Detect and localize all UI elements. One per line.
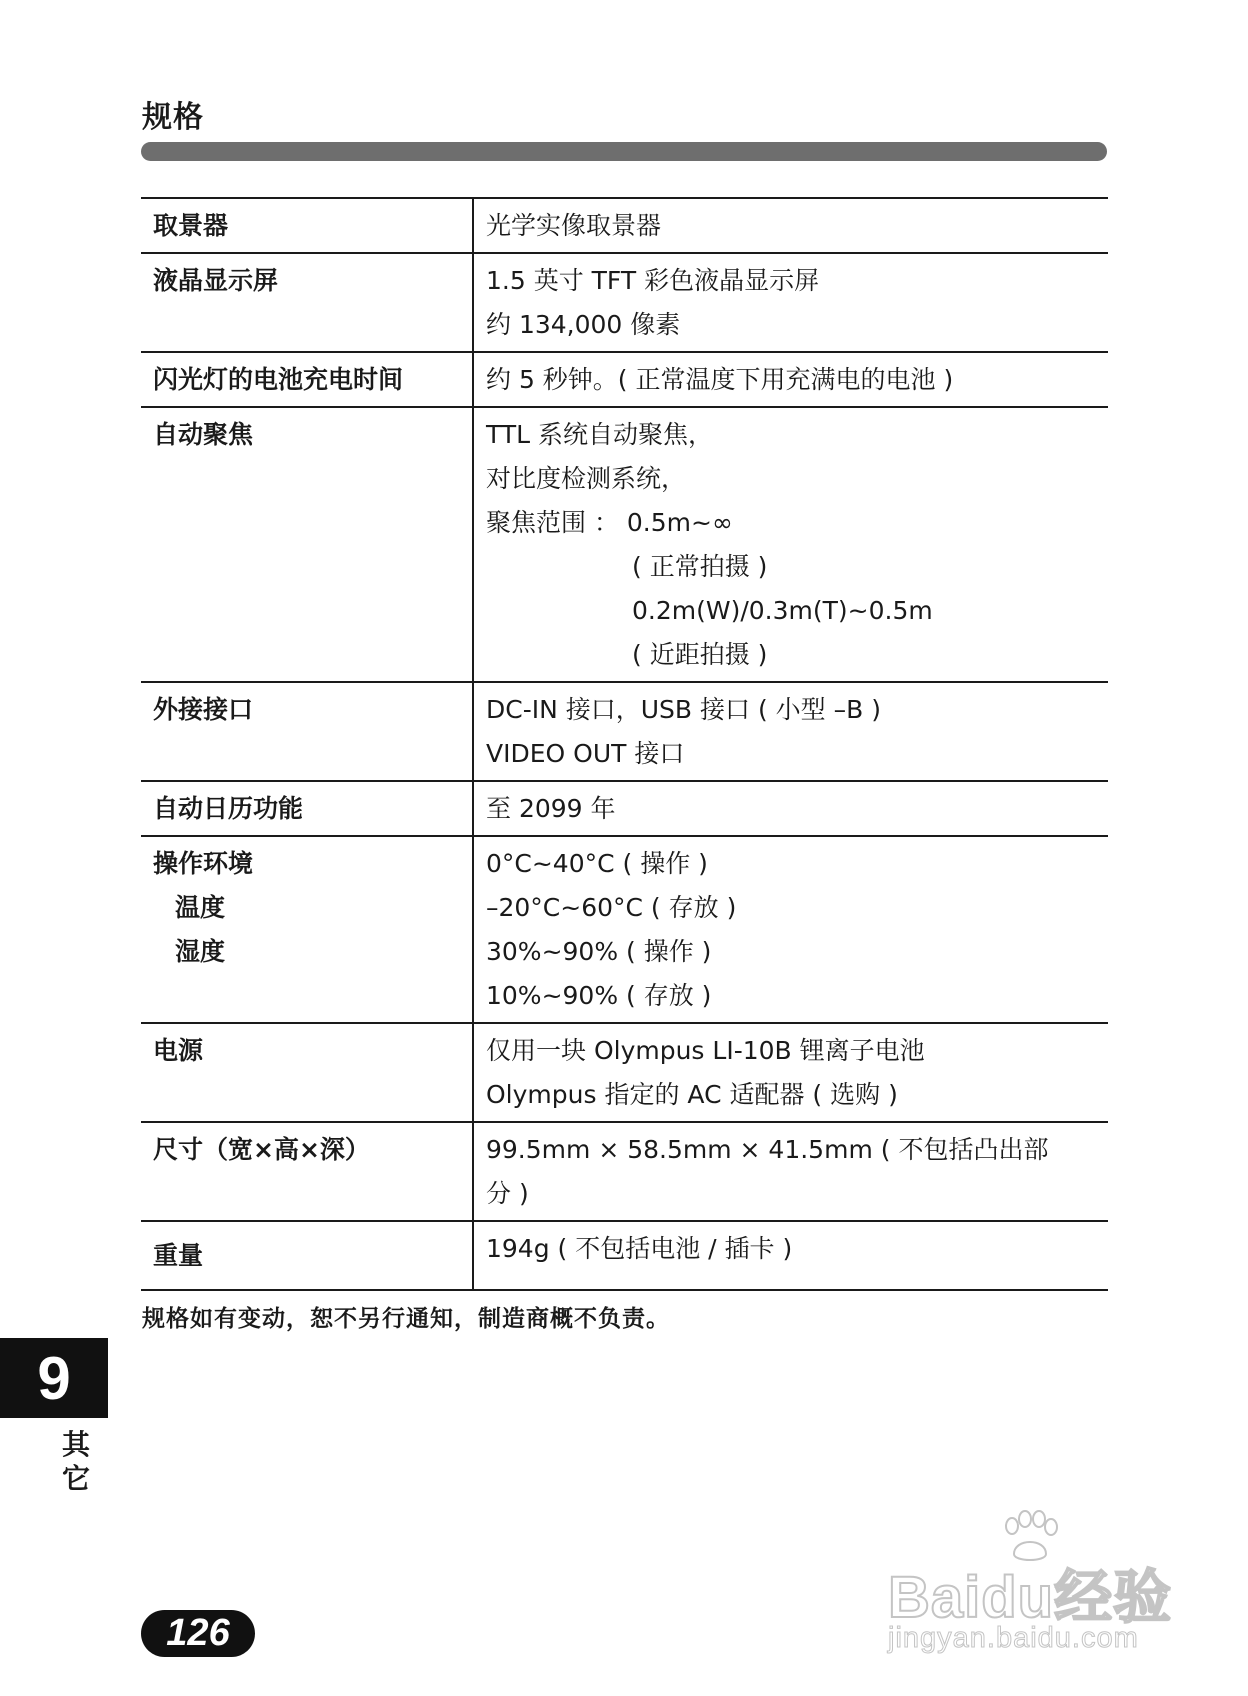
spec-value [473,682,1108,781]
spec-value-line: 聚焦范围 ： 0.5m~∞ [486,508,733,537]
spec-value [473,1023,1108,1122]
spec-value-line: 仅用一块 Olympus LI-10B 锂离子电池 [486,1036,925,1065]
spec-value [473,1221,1108,1290]
spec-value [473,836,1108,1023]
watermark [888,1510,1188,1660]
spec-value [473,198,1108,253]
spec-key-subtext: 温度 [175,893,226,922]
spec-value-line: 0.2m(W)/0.3m(T)~0.5m [632,596,933,625]
spec-key [141,781,473,836]
spec-row-power [141,1023,1108,1122]
spec-key [141,253,473,352]
spec-key-text: 液晶显示屏 [153,266,279,295]
spec-row-connectors [141,682,1108,781]
spec-key-text: 操作环境 [153,849,254,878]
chapter-number: 9 [37,1344,71,1412]
spec-key [141,682,473,781]
spec-key-text: 尺寸（宽×高×深） [153,1135,370,1164]
page-number-badge [141,1610,255,1657]
spec-key-subtext: 湿度 [175,937,226,966]
spec-row-dimensions [141,1122,1108,1221]
watermark-logo: Baidu经验 [888,1565,1173,1630]
spec-value-line: 至 2099 年 [486,794,616,823]
spec-value-line: DC-IN 接口，USB 接口 ( 小型 –B ) [486,695,881,724]
spec-key-text: 电源 [153,1036,204,1065]
spec-row-viewfinder [141,198,1108,253]
spec-key [141,198,473,253]
spec-row-flash-charge [141,352,1108,407]
chapter-label: 其它 [61,1428,90,1495]
spec-value-line: Olympus 指定的 AC 适配器 ( 选购 ) [486,1080,898,1109]
spec-value-line: ( 近距拍摄 ) [632,640,768,669]
spec-key [141,1023,473,1122]
footnote: 规格如有变动，恕不另行通知，制造商概不负责。 [142,1306,670,1332]
spec-value [473,253,1108,352]
spec-value-line: 30%~90% ( 操作 ) [486,937,712,966]
spec-value [473,1122,1108,1221]
spec-value-line: 10%~90% ( 存放 ) [486,981,712,1010]
spec-value [473,781,1108,836]
spec-key [141,836,473,1023]
spec-value-line: 1.5 英寸 TFT 彩色液晶显示屏 [486,266,820,295]
spec-row-environment [141,836,1108,1023]
spec-table [141,197,1108,1291]
page-number: 126 [166,1612,230,1654]
spec-value-line: ( 正常拍摄 ) [632,552,768,581]
spec-key [141,1221,473,1290]
spec-key [141,407,473,682]
spec-value-line: 对比度检测系统， [486,464,687,493]
spec-key-text: 闪光灯的电池充电时间 [153,365,404,394]
spec-value-line: 约 5 秒钟。( 正常温度下用充满电的电池 ) [486,365,954,394]
spec-key [141,1122,473,1221]
spec-row-calendar [141,781,1108,836]
spec-key [141,352,473,407]
spec-value-line: –20°C~60°C ( 存放 ) [486,893,737,922]
watermark-url: jingyan.baidu.com [888,1622,1139,1654]
spec-value [473,352,1108,407]
spec-value-line: 99.5mm × 58.5mm × 41.5mm ( 不包括凸出部 [486,1135,1049,1164]
spec-key-text: 自动日历功能 [153,794,304,823]
spec-key-text: 取景器 [153,211,229,240]
spec-value-line: VIDEO OUT 接口 [486,739,685,768]
section-title: 规格 [142,100,204,135]
spec-value-line: TTL 系统自动聚焦， [486,420,713,449]
spec-row-weight [141,1221,1108,1290]
spec-value-line: 分 ) [486,1179,529,1208]
spec-value-line: 约 134,000 像素 [486,310,681,339]
title-underline-bar [141,142,1107,161]
spec-key-text: 外接接口 [153,695,254,724]
spec-key-text: 自动聚焦 [153,420,254,449]
spec-row-autofocus [141,407,1108,682]
spec-value-line: 0°C~40°C ( 操作 ) [486,849,708,878]
spec-value-line: 194g ( 不包括电池 / 插卡 ) [486,1234,793,1263]
spec-value-line: 光学实像取景器 [486,211,662,240]
spec-row-lcd [141,253,1108,352]
spec-key-text: 重量 [153,1241,204,1270]
chapter-tab [0,1338,108,1418]
spec-value [473,407,1108,682]
